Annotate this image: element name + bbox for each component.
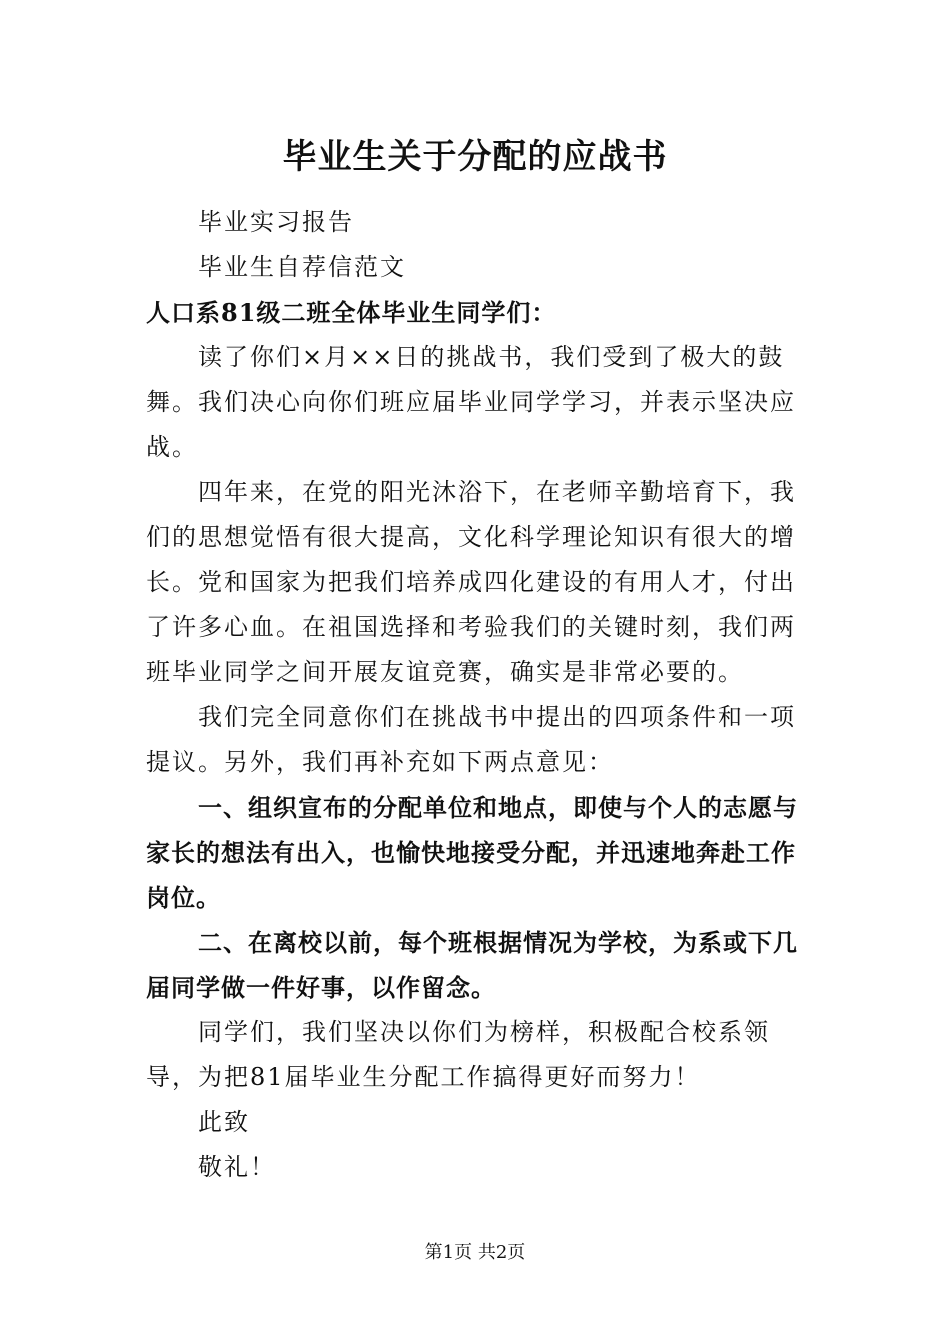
opinion-2: 二、在离校以前，每个班根据情况为学校，为系或下几届同学做一件好事，以作留念。 xyxy=(146,928,798,1002)
paragraph-2: 四年来，在党的阳光沐浴下，在老师辛勤培育下，我们的思想觉悟有很大提高，文化科学理论知识有很大的增长。党和国家为把我们培养成四化建设的有用人才，付出了许多心血。在祖国选择和考验我们的关键时刻，我们两班毕业同学之间开展友谊竞赛，确实是非常必要的。 xyxy=(146,478,796,686)
document-body xyxy=(146,200,806,1190)
page-indicator: 第1页 共2页 xyxy=(424,1242,526,1263)
related-link-internship-report[interactable]: 毕业实习报告 xyxy=(198,208,354,236)
document-title: 毕业生关于分配的应战书 xyxy=(282,137,668,177)
paragraph-1: 读了你们×月××日的挑战书，我们受到了极大的鼓舞。我们决心向你们班应届毕业同学学习，并表示坚决应战。 xyxy=(146,343,796,461)
salutation: 人口系81级二班全体毕业生同学们： xyxy=(146,298,557,327)
closing-ci-zhi: 此致 xyxy=(198,1108,250,1136)
paragraph-3: 我们完全同意你们在挑战书中提出的四项条件和一项提议。另外，我们再补充如下两点意见： xyxy=(146,703,796,776)
paragraph-closing: 同学们，我们坚决以你们为榜样，积极配合校系领导，为把81届毕业生分配工作搞得更好而努力！ xyxy=(146,1018,770,1091)
related-link-self-recommendation[interactable]: 毕业生自荐信范文 xyxy=(198,253,406,281)
closing-jing-li: 敬礼！ xyxy=(198,1153,276,1181)
opinion-1: 一、组织宣布的分配单位和地点，即使与个人的志愿与家长的想法有出入，也愉快地接受分配，并迅速地奔赴工作岗位。 xyxy=(146,793,798,912)
